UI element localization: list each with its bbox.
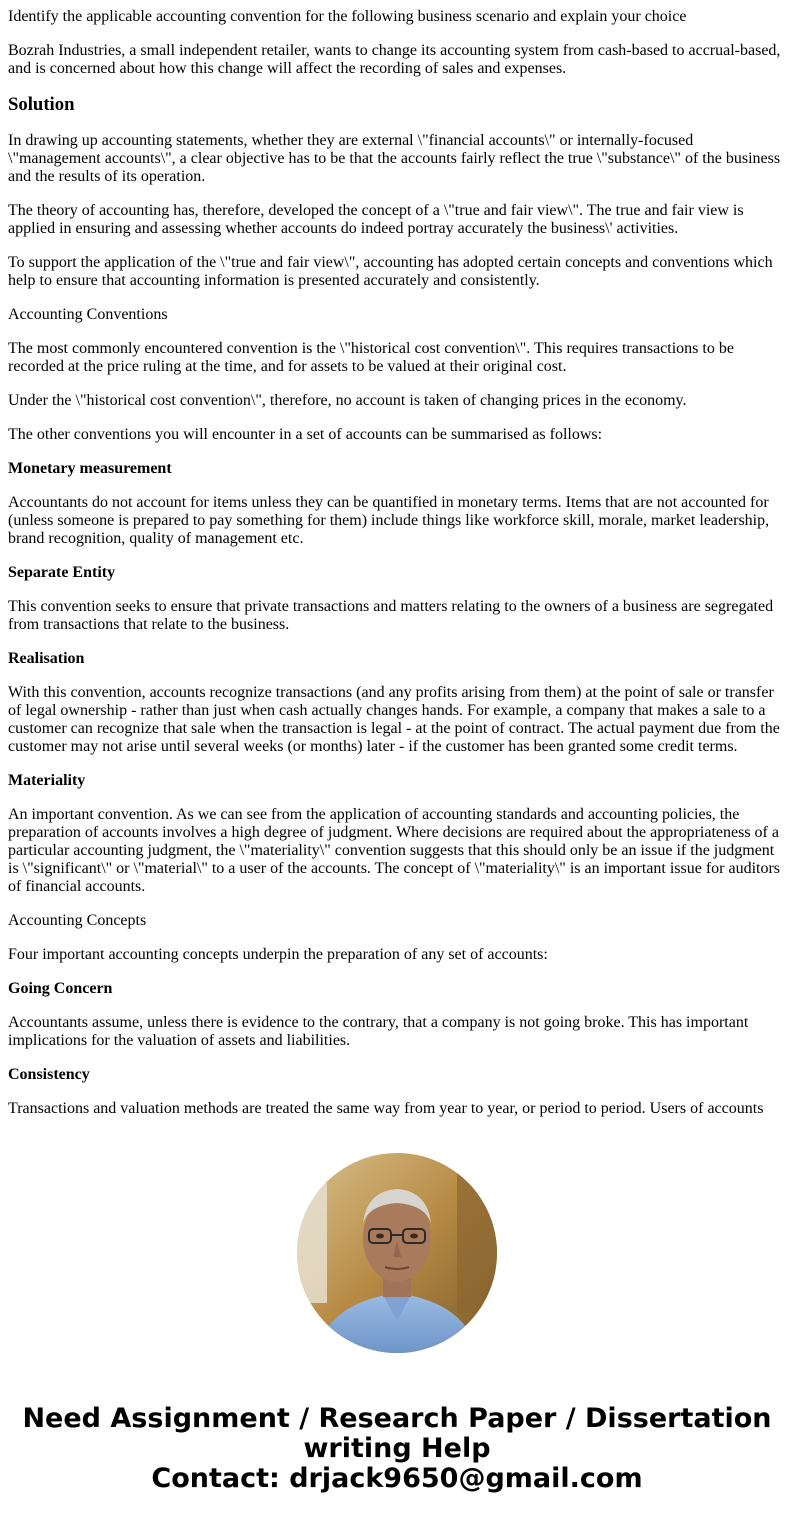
solution-paragraph-4: The most commonly encountered convention is the \"historical cost convention\". This requires transactions to be recorded at the price ruling at the time, and for assets to be valued at their original cost. (8, 340, 734, 375)
solution-paragraph-3: To support the application of the \"true and fair view\", accounting has adopted certain concepts and conventions which help to ensure that accounting information is presented accurately and consistently. (8, 254, 773, 289)
question-prompt: Identify the applicable accounting convention for the following business scenario and explain your choice (8, 8, 687, 25)
author-avatar (297, 1153, 497, 1353)
solution-paragraph-6: The other conventions you will encounter in a set of accounts can be summarised as follows: (8, 426, 603, 443)
separate-entity-text: This convention seeks to ensure that private transactions and matters relating to the owners of a business are segregated from transactions that relate to the business. (8, 598, 774, 633)
conventions-title: Accounting Conventions (8, 306, 168, 323)
promo-banner (0, 1404, 794, 1494)
materiality-text: An important convention. As we can see from the application of accounting standards and accounting policies, the preparation of accounts involves a high degree of judgment. Where decisions are required about the appropriateness of a particular accounting judgment, the \"materiality\" convention suggests that this should only be an issue if the judgment is \"significant\" or \"material\" to a user of the accounts. The concept of \"materiality\" is an important issue for auditors of financial accounts. (8, 806, 781, 895)
consistency-heading: Consistency (8, 1066, 90, 1083)
solution-paragraph-2: The theory of accounting has, therefore, developed the concept of a \"true and fair view\". The true and fair view is applied in ensuring and assessing whether accounts do indeed portray accurately the business\' activities. (8, 202, 744, 237)
monetary-measurement-text: Accountants do not account for items unless they can be quantified in monetary terms. Items that are not accounted for (unless someone is prepared to pay something for them) include things like workforce skill, morale, market leadership, brand recognition, quality of management etc. (8, 494, 770, 547)
solution-paragraph-7: Four important accounting concepts underpin the preparation of any set of accounts: (8, 946, 548, 963)
author-portrait-image (297, 1153, 497, 1353)
promo-line-2: writing Help (303, 1433, 491, 1464)
realisation-heading: Realisation (8, 650, 85, 667)
going-concern-heading: Going Concern (8, 980, 113, 997)
separate-entity-heading: Separate Entity (8, 564, 116, 581)
materiality-heading: Materiality (8, 772, 86, 789)
solution-paragraph-1: In drawing up accounting statements, whether they are external \"financial accounts\" or internally-focused \"management accounts\", a clear objective has to be that the accounts fairly reflect the true \"substance\" of the business and the results of its operation. (8, 132, 781, 185)
solution-paragraph-5: Under the \"historical cost convention\", therefore, no account is taken of changing prices in the economy. (8, 392, 687, 409)
promo-line-1: Need Assignment / Research Paper / Dissertation (22, 1403, 772, 1434)
question-scenario: Bozrah Industries, a small independent retailer, wants to change its accounting system from cash-based to accrual-based, and is concerned about how this change will affect the recording of sales and expenses. (8, 42, 781, 77)
solution-heading: Solution (8, 94, 75, 115)
promo-contact-line: Contact: drjack9650@gmail.com (151, 1463, 643, 1494)
monetary-measurement-heading: Monetary measurement (8, 460, 172, 477)
going-concern-text: Accountants assume, unless there is evidence to the contrary, that a company is not going broke. This has important implications for the valuation of assets and liabilities. (8, 1014, 749, 1049)
concepts-title: Accounting Concepts (8, 912, 147, 929)
realisation-text: With this convention, accounts recognize transactions (and any profits arising from them) at the point of sale or transfer of legal ownership - rather than just when cash actually changes hands. For example, a company that makes a sale to a customer can recognize that sale when the transaction is legal - at the point of contract. The actual payment due from the customer may not arise until several weeks (or months) later - if the customer has been granted some credit terms. (8, 684, 780, 755)
consistency-text: Transactions and valuation methods are treated the same way from year to year, or period to period. Users of accounts (8, 1100, 764, 1117)
